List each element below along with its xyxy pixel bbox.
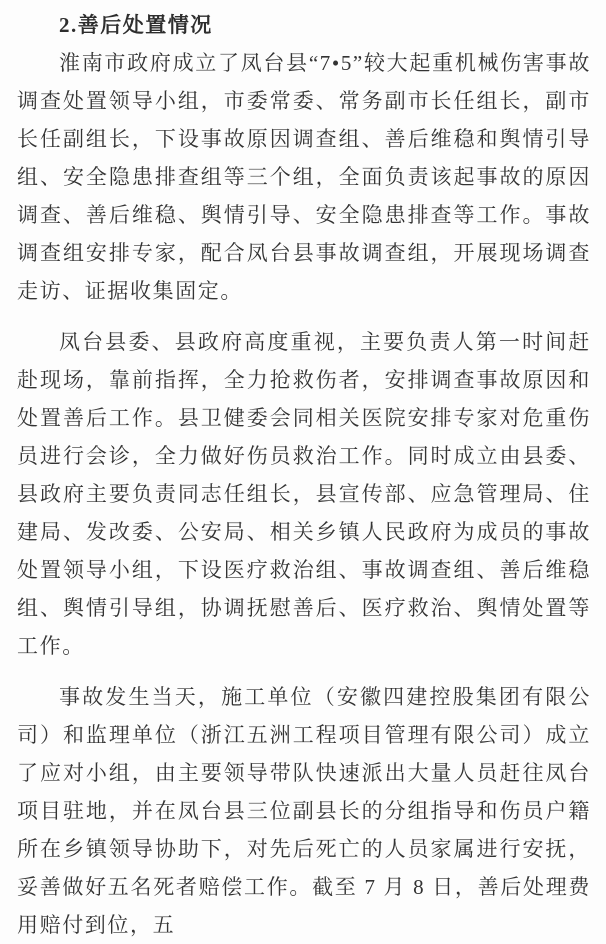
section-heading: 2.善后处置情况 — [59, 13, 213, 37]
paragraph-county-response: 凤台县委、县政府高度重视，主要负责人第一时间赶赴现场，靠前指挥，全力抢救伤者，安排调查事故原因和处置善后工作。县卫健委会同相关医院安排专家对危重伤员进行会诊，全力做好伤员救治工作。同时成立由县委、县政府主要负责同志任组长，县宣传部、应急管理局、住建局、发改委、公安局、相关乡镇人民政府为成员的事故处置领导小组，下设医疗救治组、事故调查组、善后维稳组、舆情引导组，协调抚慰善后、医疗救治、舆情处置等工作。 — [17, 330, 591, 658]
paragraph-company-compensation: 事故发生当天，施工单位（安徽四建控股集团有限公司）和监理单位（浙江五洲工程项目管理有限公司）成立了应对小组，由主要领导带队快速派出大量人员赶往凤台项目驻地，并在凤台县三位副县长的分组指导和伤员户籍所在乡镇领导协助下，对先后死亡的人员家属进行安抚，妥善做好五名死者赔偿工作。截至 7 月 8 日，善后处理费用赔付到位，五 — [17, 685, 591, 937]
paragraph-investigation-leading-group: 淮南市政府成立了凤台县“7•5”较大起重机械伤害事故调查处置领导小组，市委常委、常务副市长任组长，副市长任副组长，下设事故原因调查组、善后维稳和舆情引导组、安全隐患排查组等三个组，全面负责该起事故的原因调查、善后维稳、舆情引导、安全隐患排查等工作。事故调查组安排专家，配合凤台县事故调查组，开展现场调查走访、证据收集固定。 — [17, 51, 591, 303]
